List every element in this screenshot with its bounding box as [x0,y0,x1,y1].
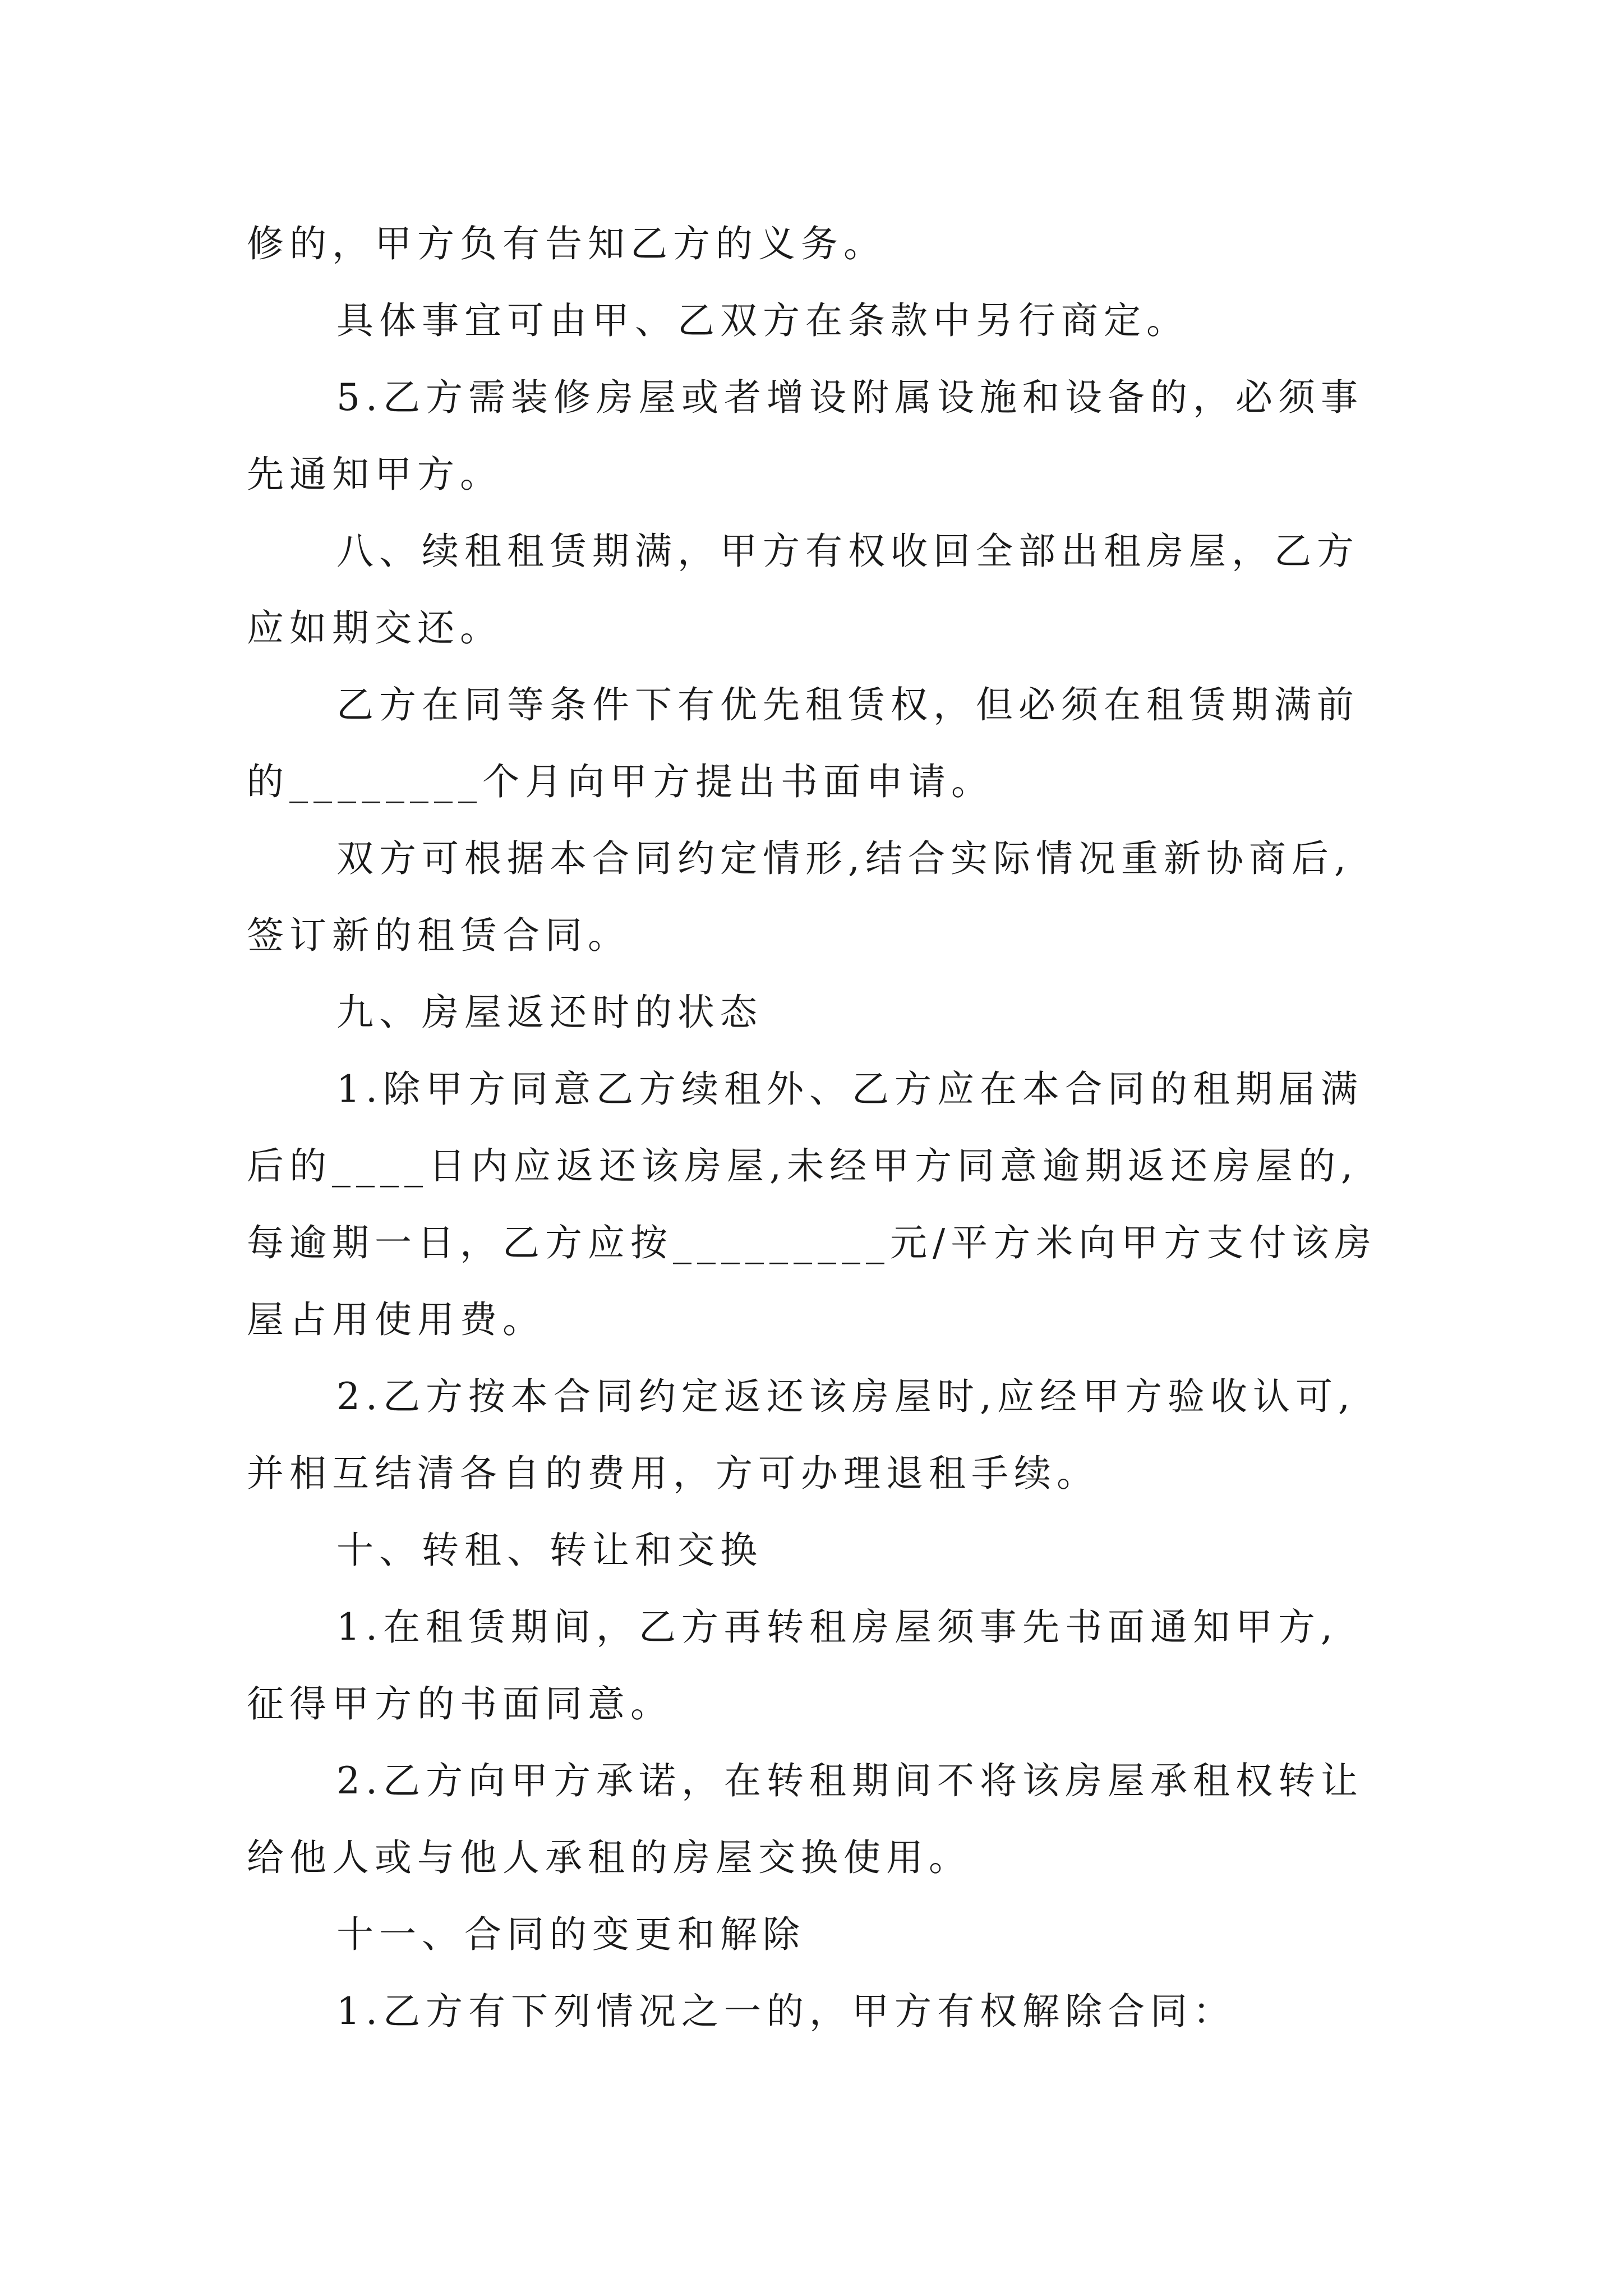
text-line: 先通知甲方。 [247,453,502,496]
text-line: 2.乙方向甲方承诺，在转租期间不将该房屋承租权转让 [336,1759,1363,1802]
text-line: 签订新的租赁合同。 [247,914,630,957]
text-line: 十、转租、转让和交换 [336,1529,763,1572]
text-line: 九、房屋返还时的状态 [336,991,763,1034]
text-line: 2.乙方按本合同约定返还该房屋时,应经甲方验收认可, [336,1375,1355,1418]
text-line: 八、续租租赁期满，甲方有权收回全部出租房屋，乙方 [336,530,1359,573]
text-line: 1.乙方有下列情况之一的，甲方有权解除合同： [336,1990,1235,2033]
text-line: 屋占用使用费。 [247,1298,545,1341]
text-line: 征得甲方的书面同意。 [247,1682,673,1726]
text-line: 具体事宜可由甲、乙双方在条款中另行商定。 [336,299,1189,342]
text-line: 1.除甲方同意乙方续租外、乙方应在本合同的租期届满 [336,1068,1363,1111]
text-line: 十一、合同的变更和解除 [336,1913,805,1956]
text-line: 并相互结清各自的费用，方可办理退租手续。 [247,1452,1099,1495]
text-line: 修的，甲方负有告知乙方的义务。 [247,222,886,265]
text-line: 每逾期一日，乙方应按_________元/平方米向甲方支付该房 [247,1221,1377,1264]
text-line: 双方可根据本合同约定情形,结合实际情况重新协商后, [336,837,1352,880]
text-line: 后的____日内应返还该房屋,未经甲方同意逾期返还房屋的, [247,1144,1358,1188]
text-line: 给他人或与他人承租的房屋交换使用。 [247,1836,971,1879]
text-line: 5.乙方需装修房屋或者增设附属设施和设备的，必须事 [336,376,1363,419]
text-line: 应如期交还。 [247,606,502,650]
text-line: 乙方在同等条件下有优先租赁权，但必须在租赁期满前 [336,683,1359,726]
text-line: 的________个月向甲方提出书面申请。 [247,760,994,803]
text-line: 1.在租赁期间，乙方再转租房屋须事先书面通知甲方, [336,1605,1338,1649]
